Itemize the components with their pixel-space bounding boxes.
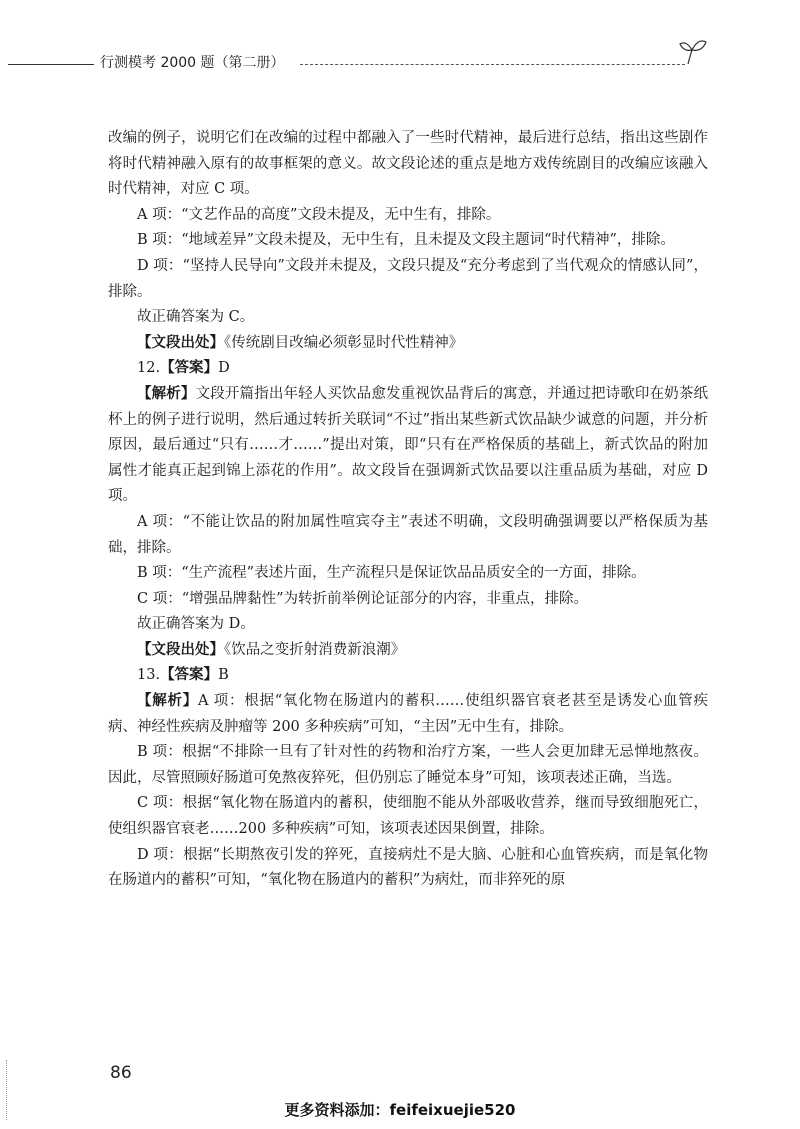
header-rule-right	[300, 64, 685, 65]
header-rule-left	[8, 64, 94, 65]
option-analysis: C 项：“增强品牌黏性”为转折前举例论证部分的内容，非重点，排除。	[137, 590, 589, 607]
paragraph: 故正确答案为 C。	[137, 309, 255, 326]
analysis-text: 文段开篇指出年轻人买饮品愈发重视饮品背后的寓意，并通过把诗歌印在奶茶纸杯上的例子进行说明，然后通过转折关联词“不过”指出某些新式饮品缺少诚意的问题，并分析原因，最后通过“只有……才……”提出对策，即“只有在严格保质的基础上，新式饮品的附加属性才能真正起到锦上添花的作用”。故文段旨在强调新式饮品要以注重品质为基础，对应 D 项。	[108, 385, 709, 505]
conclusion: 故正确答案为 D。	[137, 616, 255, 633]
answer-line	[108, 663, 708, 689]
answer-tag: 【答案】	[160, 667, 219, 684]
source-tag: 【文段出处】	[137, 641, 224, 658]
source-tag: 【文段出处】	[137, 334, 224, 351]
source-line	[108, 638, 708, 664]
paragraph: D 项：“坚持人民导向”文段并未提及，文段只提及“充分考虑到了当代观众的情感认同”，排除。	[108, 257, 708, 300]
main-content	[108, 126, 708, 894]
source-title: 《传统剧目改编必须彰显时代性精神》	[224, 334, 464, 351]
page-header	[0, 48, 800, 78]
option-analysis: B 项：“生产流程”表述片面，生产流程只是保证饮品品质安全的一方面，排除。	[137, 565, 646, 582]
paragraph: 改编的例子，说明它们在改编的过程中都融入了一些时代精神，最后进行总结，指出这些剧作将时代精神融入原有的故事框架的意义。故文段论述的重点是地方戏传统剧目的改编应该融入时代精神，对应 C 项。	[108, 130, 708, 198]
analysis-paragraph	[108, 382, 708, 510]
question-number: 12.	[137, 360, 161, 377]
analysis-paragraph	[108, 689, 708, 740]
page-number: 86	[110, 1063, 132, 1083]
option-analysis: D 项：根据“长期熬夜引发的猝死，直接病灶不是大脑、心脏和心血管疾病，而是氧化物在肠道内的蓄积”可知，“氧化物在肠道内的蓄积”为病灶，而非猝死的原	[108, 846, 708, 889]
footer-note: 更多资料添加：feifeixuejie520	[284, 1101, 516, 1119]
header-title: 行测模考 2000 题（第二册）	[100, 55, 285, 71]
question-number: 13.	[137, 667, 161, 684]
analysis-tag: 【解析】	[137, 385, 196, 402]
answer-value: D	[218, 360, 230, 377]
analysis-tag: 【解析】	[137, 693, 198, 710]
answer-line	[108, 356, 708, 382]
option-analysis: B 项：根据“不排除一旦有了针对性的药物和治疗方案，一些人会更加肆无忌惮地熬夜。因此，尽管照顾好肠道可免熬夜猝死，但仍别忘了睡觉本身”可知，该项表述正确，当选。	[108, 744, 708, 786]
option-analysis: A 项：“不能让饮品的附加属性喧宾夺主”表述不明确，文段明确强调要以严格保质为基础，排除。	[108, 513, 708, 556]
source-line	[108, 331, 708, 357]
analysis-text: A 项：根据“氧化物在肠道内的蓄积……使组织器官衰老甚至是诱发心血管疾病、神经性疾病及肿瘤等 200 多种疾病”可知，“主因”无中生有，排除。	[108, 693, 708, 735]
sprout-icon	[678, 34, 708, 68]
paragraph: B 项：“地域差异”文段未提及，无中生有，且未提及文段主题词“时代精神”，排除。	[137, 232, 675, 249]
answer-tag: 【答案】	[160, 360, 219, 377]
option-analysis: C 项：根据“氧化物在肠道内的蓄积，使细胞不能从外部吸收营养，继而导致细胞死亡，使组织器官衰老……200 多种疾病”可知，该项表述因果倒置，排除。	[108, 795, 708, 838]
answer-value: B	[218, 667, 229, 684]
paragraph: A 项：“文艺作品的高度”文段未提及，无中生有，排除。	[137, 206, 501, 223]
source-title: 《饮品之变折射消费新浪潮》	[224, 641, 406, 658]
